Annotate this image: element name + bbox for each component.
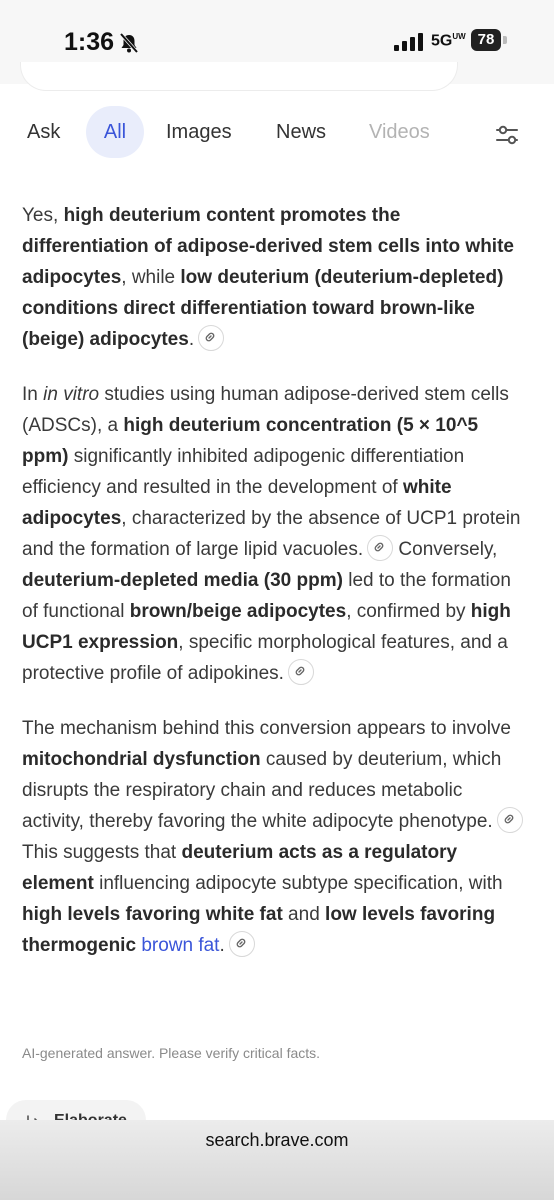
search-tabs [0,106,554,164]
citation-link-icon[interactable] [229,931,255,957]
citation-link-icon[interactable] [198,325,224,351]
search-box[interactable] [20,62,458,91]
citation-link-icon[interactable] [367,535,393,561]
citation-link-icon[interactable] [497,807,523,833]
address-bar[interactable]: search.brave.com [205,1130,349,1150]
battery-indicator: 78 [471,29,501,51]
tab-videos[interactable]: Videos [369,121,430,143]
battery-tip [503,36,507,44]
ai-disclaimer: AI-generated answer. Please verify critical facts. [22,1045,321,1061]
status-time: 1:36 [64,28,115,56]
tab-all[interactable]: All [86,106,144,158]
citation-link-icon[interactable] [288,659,314,685]
brown-fat-link[interactable]: brown fat [141,935,220,956]
cellular-signal-icon [394,33,424,51]
answer-paragraph-1: Yes, high deuterium content promotes the differentiation of adipose-derived stem cells into white adipocytes, while low deuterium (deuterium-depleted) conditions direct differentiation toward brown-like (beige) adipocytes. [22,205,514,350]
tab-news[interactable]: News [276,121,327,143]
bell-slash-icon [118,32,140,54]
tab-ask[interactable]: Ask [27,121,61,143]
sliders-icon[interactable] [494,122,520,148]
network-type: $5G^{UW}$ [431,32,466,50]
ai-answer [22,200,527,985]
tab-images[interactable]: Images [166,121,232,143]
answer-paragraph-2: In in vitro studies using human adipose-derived stem cells (ADSCs), a high deuterium concentration (5 × 10^5 ppm) significantly inhibited adipogenic differentiation efficiency and resulted in the development of white adipocytes, characterized by the absence of UCP1 protein and the formation of large lipid vacuoles. Conversely, deuterium-depleted media (30 ppm) led to the formation of functional brown/beige adipocytes, confirmed by high UCP1 expression, specific morphological features, and a protective profile of adipokines. [22,384,521,684]
answer-paragraph-3: The mechanism behind this conversion appears to involve mitochondrial dysfunction caused by deuterium, which disrupts the respiratory chain and reduces metabolic activity, thereby favoring the white adipocyte phenotype. This suggests that deuterium acts as a regulatory element influencing adipocyte subtype specification, with high levels favoring white fat and low levels favoring thermogenic brown fat. [22,713,527,961]
